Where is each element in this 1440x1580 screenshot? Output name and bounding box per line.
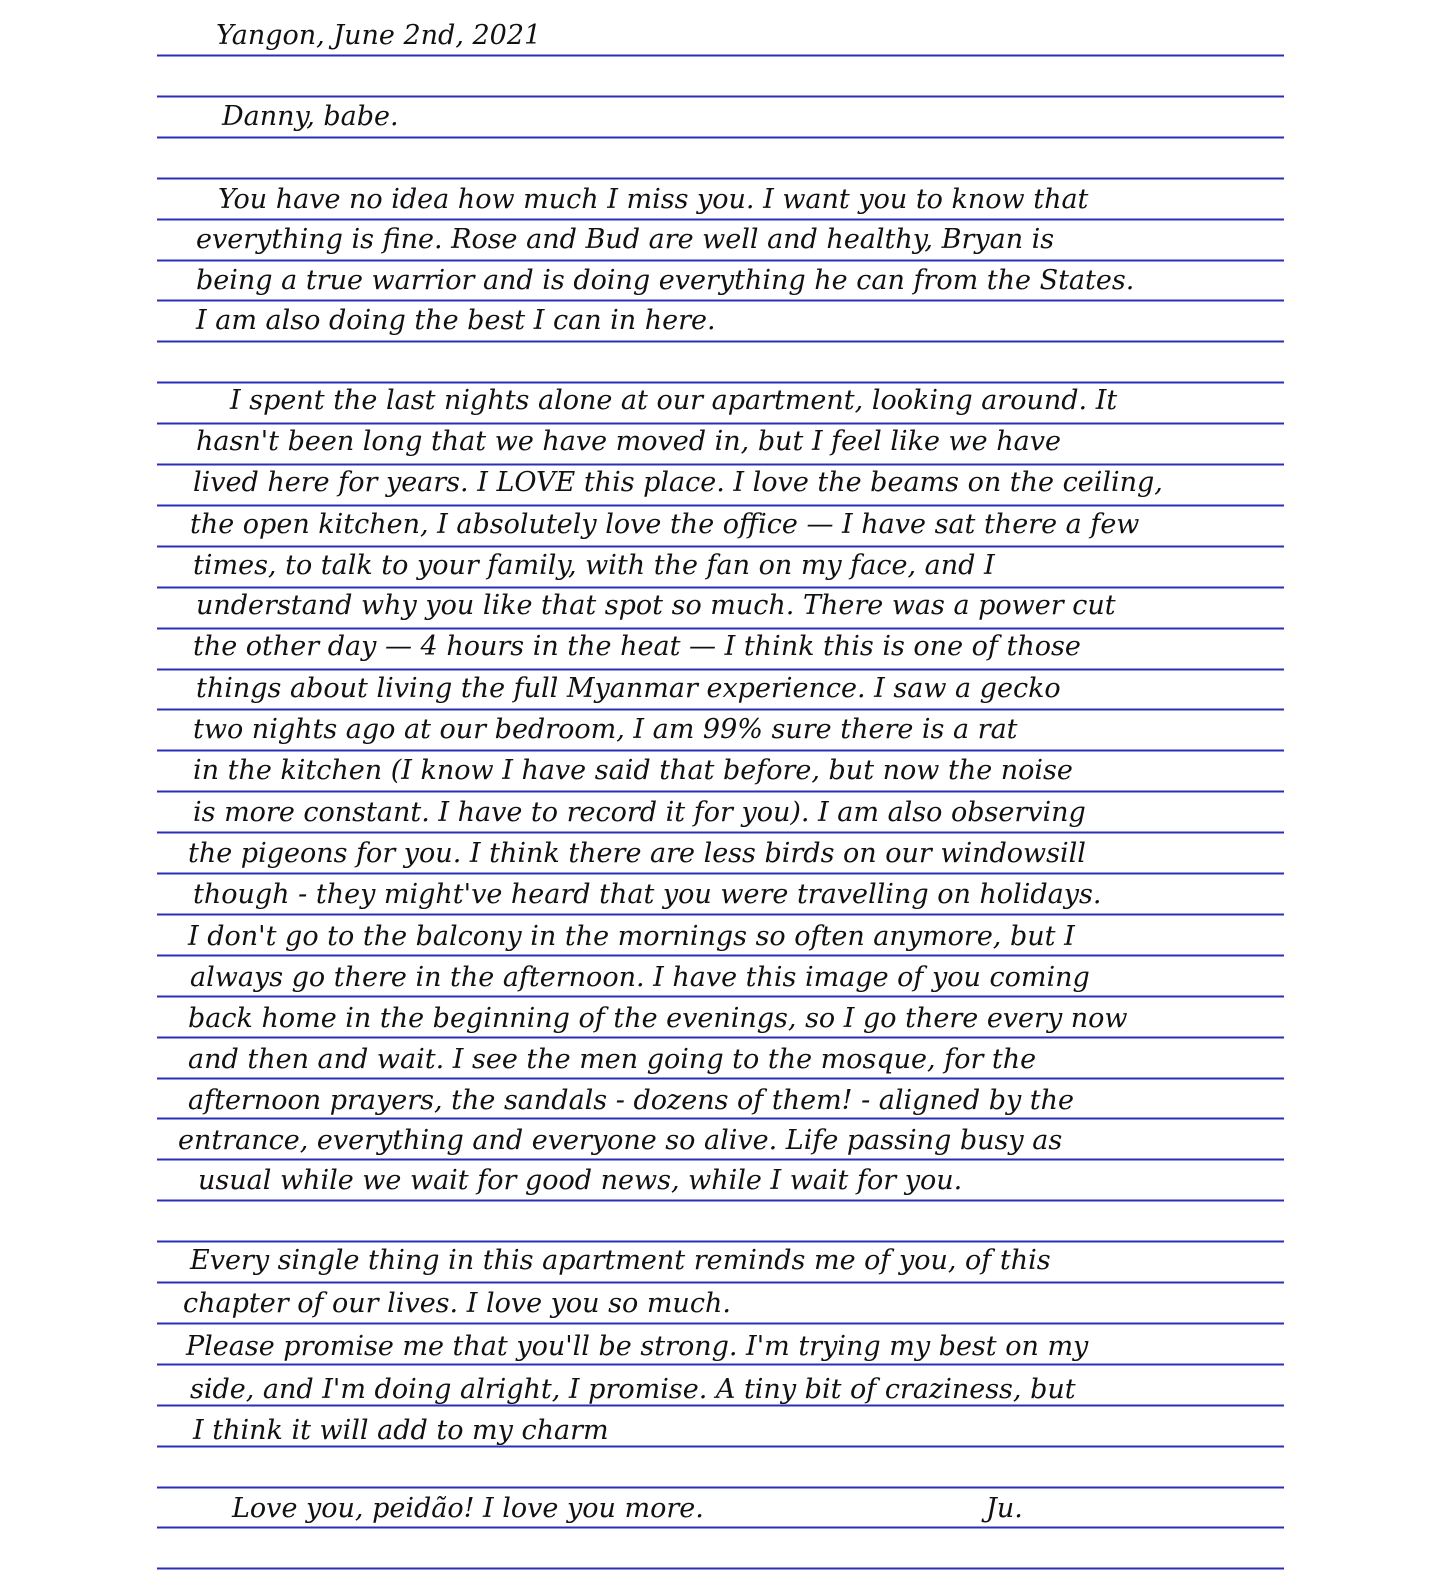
paragraph-2-line-12: the pigeons for you. I think there are less birds on our windowsill	[188, 838, 1086, 869]
paragraph-3-line-5: I think it will add to my charm	[193, 1415, 609, 1446]
paragraph-3-line-1: Every single thing in this apartment reminds me of you, of this	[190, 1245, 1051, 1276]
closing: Love you, peidão! I love you more.	[232, 1493, 704, 1524]
paragraph-2-line-10: in the kitchen (I know I have said that before, but now the noise	[193, 755, 1073, 786]
paragraph-3-line-4: side, and I'm doing alright, I promise. A tiny bit of craziness, but	[190, 1374, 1076, 1405]
paragraph-2-line-11: is more constant. I have to record it for you). I am also observing	[193, 797, 1086, 828]
paragraph-2-line-14: I don't go to the balcony in the mornings so often anymore, but I	[188, 921, 1075, 952]
paragraph-1-line-2: everything is fine. Rose and Bud are well and healthy, Bryan is	[196, 224, 1055, 255]
paragraph-1-line-3: being a true warrior and is doing everything he can from the States.	[196, 265, 1135, 296]
paragraph-1-line-4: I am also doing the best I can in here.	[196, 305, 716, 336]
paragraph-2-line-16: back home in the beginning of the evenings, so I go there every now	[188, 1003, 1128, 1034]
paragraph-3-line-3: Please promise me that you'll be strong. I'm trying my best on my	[186, 1331, 1089, 1362]
paragraph-2-line-6: understand why you like that spot so much. There was a power cut	[196, 590, 1116, 621]
paragraph-2-line-7: the other day — 4 hours in the heat — I think this is one of those	[193, 631, 1081, 662]
paragraph-2-line-15: always go there in the afternoon. I have this image of you coming	[190, 962, 1090, 993]
paragraph-2-line-8: things about living the full Myanmar experience. I saw a gecko	[196, 673, 1061, 704]
paragraph-2-line-13: though - they might've heard that you were travelling on holidays.	[193, 879, 1102, 910]
paragraph-2-line-20: usual while we wait for good news, while I wait for you.	[198, 1165, 963, 1196]
paragraph-2-line-3: lived here for years. I LOVE this place. I love the beams on the ceiling,	[193, 467, 1163, 498]
letter-header: Yangon, June 2nd, 2021	[216, 20, 542, 51]
paragraph-2-line-5: times, to talk to your family, with the fan on my face, and I	[193, 550, 995, 581]
salutation: Danny, babe.	[222, 101, 399, 132]
paragraph-2-line-18: afternoon prayers, the sandals - dozens of them! - aligned by the	[188, 1085, 1075, 1116]
paragraph-1-line-1: You have no idea how much I miss you. I want you to know that	[218, 184, 1089, 215]
paragraph-2-line-2: hasn't been long that we have moved in, but I feel like we have	[196, 426, 1061, 457]
signature: Ju.	[986, 1493, 1023, 1524]
paragraph-2-line-19: entrance, everything and everyone so alive. Life passing busy as	[178, 1125, 1063, 1156]
paragraph-2-line-4: the open kitchen, I absolutely love the office — I have sat there a few	[190, 509, 1140, 540]
paragraph-2-line-9: two nights ago at our bedroom, I am 99% sure there is a rat	[193, 714, 1018, 745]
paragraph-2-line-1: I spent the last nights alone at our apartment, looking around. It	[230, 385, 1118, 416]
paragraph-3-line-2: chapter of our lives. I love you so much.	[183, 1288, 731, 1319]
paragraph-2-line-17: and then and wait. I see the men going to the mosque, for the	[188, 1044, 1037, 1075]
